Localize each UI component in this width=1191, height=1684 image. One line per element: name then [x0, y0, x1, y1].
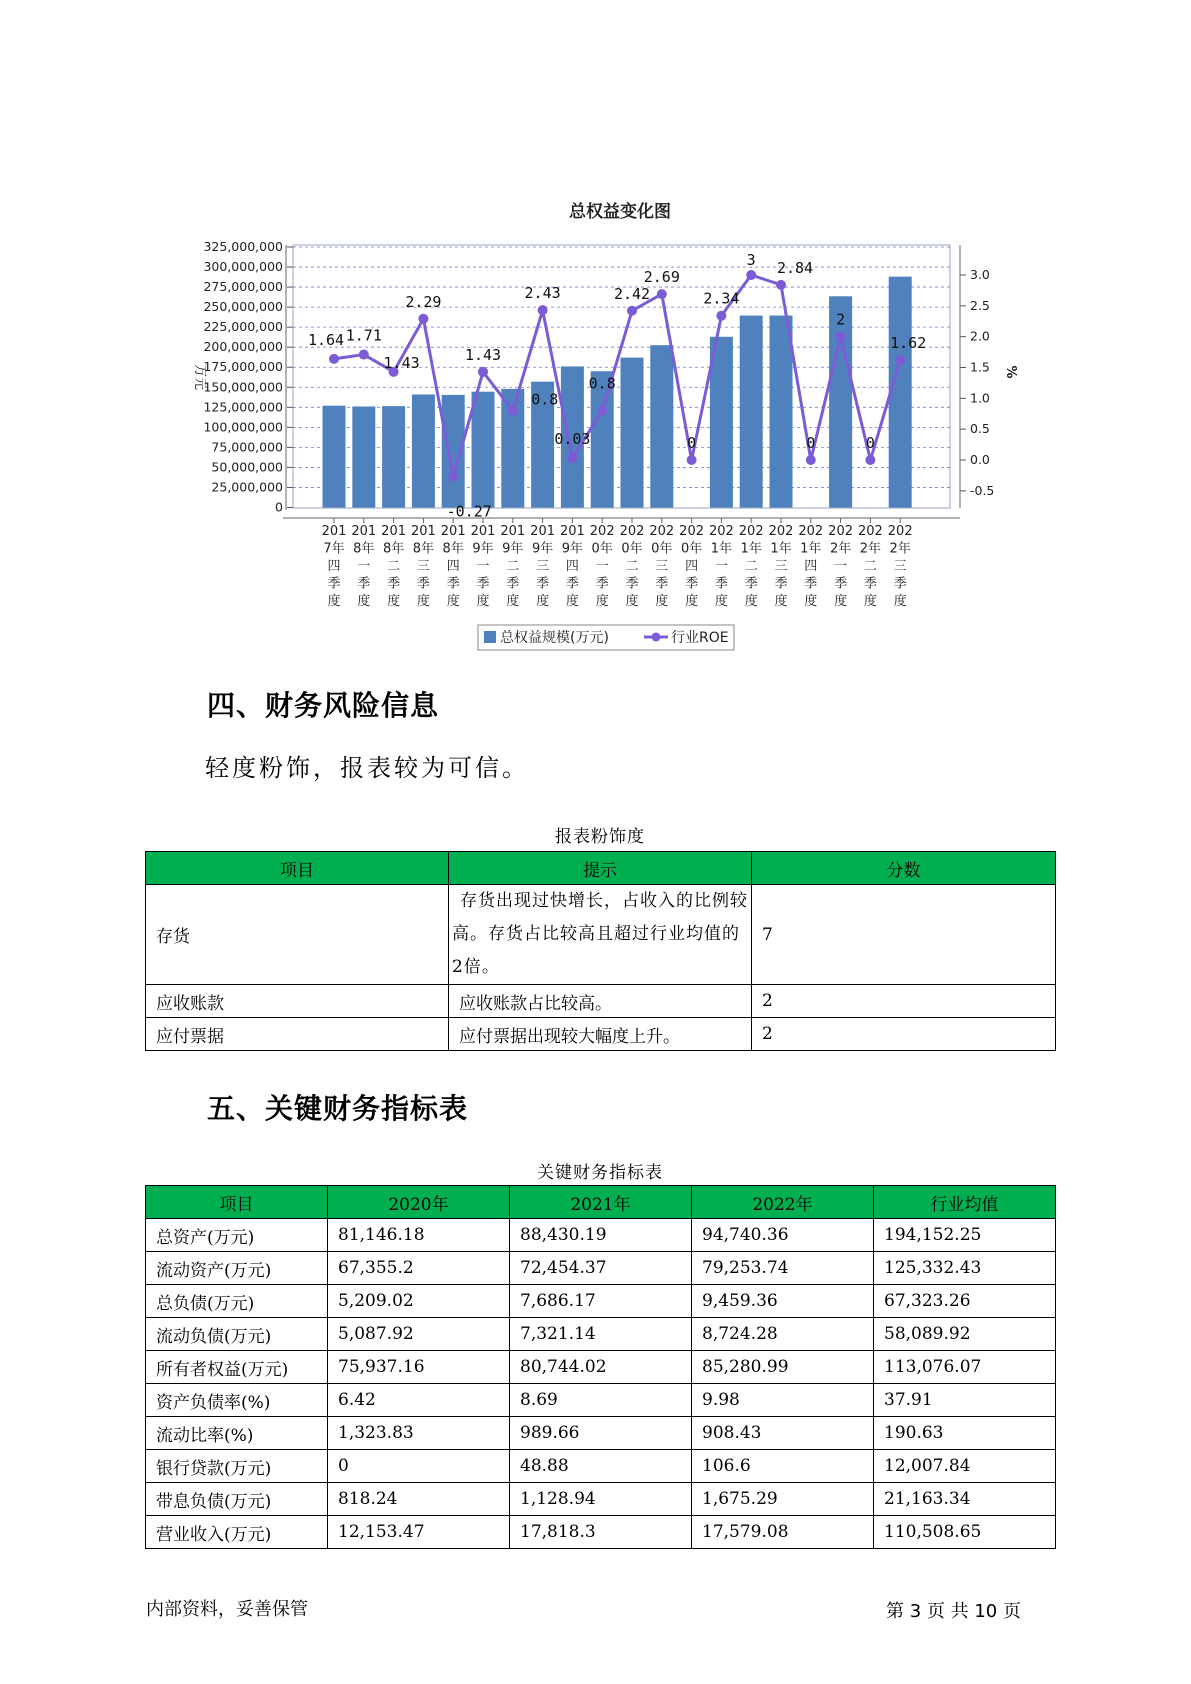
kpi-2021: 17,818.3 [510, 1516, 692, 1549]
roe-data-label: 2.34 [703, 289, 740, 308]
y-right-tick-label: 2.5 [970, 297, 990, 313]
kpi-2021: 989.66 [510, 1417, 692, 1450]
risk-hint: 应付票据出现较大幅度上升。 [449, 1018, 752, 1051]
x-tick-label: 9年 [531, 541, 554, 557]
y-right-axis-label: % [1003, 365, 1018, 379]
bar [382, 406, 405, 507]
x-tick-label: 季 [387, 576, 401, 592]
x-tick-label: 四 [685, 559, 699, 574]
y-left-tick-label: 0 [275, 499, 283, 515]
y-left-tick-label: 125,000,000 [203, 399, 283, 415]
kpi-2022: 908.43 [692, 1417, 874, 1450]
x-tick-label: 季 [685, 576, 699, 592]
x-tick-label: 度 [595, 594, 609, 609]
x-tick-label: 度 [506, 594, 520, 609]
legend-line-label: 行业ROE [671, 630, 729, 646]
bar [770, 316, 793, 508]
x-tick-label: 202 [768, 524, 794, 539]
x-tick-label: 201 [470, 524, 496, 539]
y-left-tick-label: 75,000,000 [211, 439, 283, 455]
x-tick-label: 201 [351, 524, 377, 539]
x-tick-label: 8年 [382, 541, 405, 557]
chart-title: 总权益变化图 [569, 202, 671, 222]
kpi-2020: 81,146.18 [328, 1219, 510, 1252]
x-tick-label: 季 [863, 576, 877, 592]
kpi-2022: 106.6 [692, 1450, 874, 1483]
x-tick-label: 二 [625, 559, 639, 574]
kpi-2022: 9,459.36 [692, 1285, 874, 1318]
header-industry-avg: 行业均值 [874, 1186, 1056, 1219]
x-tick-label: 1年 [740, 541, 762, 557]
table-row [146, 1483, 1056, 1516]
bar [650, 345, 673, 507]
roe-data-label: 1.43 [464, 345, 502, 364]
section5-heading: 五、关键财务指标表 [207, 1092, 469, 1125]
x-tick-label: 2年 [829, 541, 852, 557]
x-tick-label: 9年 [472, 541, 494, 557]
table-row [146, 1450, 1056, 1483]
x-tick-label: 一 [834, 559, 848, 574]
x-tick-label: 度 [744, 594, 758, 609]
kpi-2021: 80,744.02 [510, 1351, 692, 1384]
table-row [146, 1417, 1056, 1450]
x-tick-label: 三 [655, 559, 669, 574]
x-tick-label: 9年 [561, 541, 584, 557]
table-row [146, 1351, 1056, 1384]
x-tick-label: 201 [381, 524, 407, 539]
bar [323, 406, 346, 508]
roe-point [716, 311, 726, 321]
footer-confidential: 内部资料，妥善保管 [146, 1599, 308, 1620]
table-row [146, 1252, 1056, 1285]
x-tick-label: 202 [589, 524, 615, 539]
x-tick-label: 度 [536, 594, 550, 609]
x-tick-label: 201 [500, 524, 526, 539]
kpi-2022: 9.98 [692, 1384, 874, 1417]
table-row [146, 1318, 1056, 1351]
kpi-2020: 0 [328, 1450, 510, 1483]
table-row [146, 1384, 1056, 1417]
y-left-tick-label: 100,000,000 [203, 419, 283, 435]
x-tick-label: 202 [887, 524, 913, 539]
x-tick-label: 季 [476, 576, 490, 592]
x-tick-label: 201 [440, 524, 466, 539]
x-tick-label: 季 [327, 576, 341, 592]
bar [472, 392, 495, 508]
kpi-2020: 5,209.02 [328, 1285, 510, 1318]
table-row [146, 1285, 1056, 1318]
kpi-2020: 67,355.2 [328, 1252, 510, 1285]
risk-item: 存货 [146, 885, 449, 985]
x-tick-label: 季 [774, 576, 788, 592]
x-tick-label: 1年 [800, 541, 822, 557]
x-tick-label: 季 [744, 576, 758, 592]
x-tick-label: 季 [595, 576, 609, 592]
x-tick-label: 三 [774, 559, 788, 574]
table-row [146, 1516, 1056, 1549]
y-left-tick-label: 50,000,000 [211, 459, 283, 475]
kpi-item: 流动资产(万元) [146, 1252, 328, 1285]
kpi-industry-avg: 67,323.26 [874, 1285, 1056, 1318]
report-whitewash-table-caption: 报表粉饰度 [555, 827, 645, 847]
kpi-industry-avg: 110,508.65 [874, 1516, 1056, 1549]
y-left-tick-label: 250,000,000 [203, 299, 283, 315]
roe-data-label: 2.29 [405, 292, 442, 311]
roe-data-label: 2.43 [524, 284, 561, 303]
key-indicators-table [145, 1185, 1056, 1549]
kpi-2021: 7,686.17 [510, 1285, 692, 1318]
equity-change-chart [0, 0, 1191, 660]
x-tick-label: 季 [416, 576, 430, 592]
x-tick-label: 三 [893, 559, 907, 574]
y-right-tick-label: 0.0 [970, 452, 990, 467]
roe-data-label: 2.69 [643, 268, 680, 287]
x-tick-label: 季 [565, 576, 579, 592]
y-right-tick-label: 1.0 [970, 390, 990, 406]
kpi-2020: 75,937.16 [328, 1351, 510, 1384]
kpi-2021: 72,454.37 [510, 1252, 692, 1285]
legend-bar-swatch [484, 631, 496, 643]
risk-score: 2 [752, 985, 1056, 1018]
x-tick-label: 度 [357, 594, 371, 609]
kpi-2022: 17,579.08 [692, 1516, 874, 1549]
x-tick-label: 7年 [323, 541, 345, 557]
roe-point [478, 367, 488, 377]
y-left-tick-label: 175,000,000 [203, 359, 283, 375]
x-tick-label: 一 [476, 559, 490, 574]
kpi-industry-avg: 12,007.84 [874, 1450, 1056, 1483]
risk-score: 2 [752, 1018, 1056, 1051]
x-tick-label: 度 [834, 594, 848, 609]
table-header-row [146, 1186, 1056, 1219]
kpi-item: 资产负债率(%) [146, 1384, 328, 1417]
key-indicators-table-caption: 关键财务指标表 [537, 1163, 663, 1183]
roe-point [895, 355, 905, 365]
bar [710, 337, 733, 508]
roe-data-label: 1.71 [345, 326, 382, 345]
roe-point [538, 305, 548, 315]
kpi-item: 总资产(万元) [146, 1219, 328, 1252]
x-tick-label: 202 [738, 524, 764, 539]
x-tick-label: 202 [679, 524, 705, 539]
kpi-item: 所有者权益(万元) [146, 1351, 328, 1384]
x-tick-label: 度 [714, 594, 728, 609]
kpi-2020: 6.42 [328, 1384, 510, 1417]
table-row [146, 1219, 1056, 1252]
roe-point [627, 306, 637, 316]
legend-bar-label: 总权益规模(万元) [500, 630, 609, 646]
x-tick-label: 度 [416, 594, 430, 609]
x-tick-label: 季 [625, 576, 639, 592]
x-tick-label: 一 [714, 559, 728, 574]
table-row [146, 985, 1056, 1018]
roe-data-label: -0.27 [446, 502, 492, 521]
x-tick-label: 一 [595, 559, 609, 574]
x-tick-label: 202 [857, 524, 883, 539]
x-tick-label: 1年 [770, 541, 792, 557]
table-row [146, 1018, 1056, 1051]
header-hint: 提示 [449, 852, 752, 885]
kpi-2021: 1,128.94 [510, 1483, 692, 1516]
header-item: 项目 [146, 852, 449, 885]
legend-line-marker [652, 633, 661, 642]
roe-data-label: 2.42 [613, 284, 651, 303]
x-tick-label: 2年 [859, 541, 882, 557]
roe-data-label: 0.8 [531, 390, 559, 409]
kpi-2021: 88,430.19 [510, 1219, 692, 1252]
roe-point [806, 455, 816, 465]
x-tick-label: 季 [834, 576, 848, 592]
kpi-industry-avg: 58,089.92 [874, 1318, 1056, 1351]
x-tick-label: 201 [321, 524, 347, 539]
x-tick-label: 二 [387, 559, 401, 574]
roe-data-label: 0 [865, 434, 875, 452]
kpi-item: 营业收入(万元) [146, 1516, 328, 1549]
roe-point [448, 472, 458, 482]
kpi-2022: 8,724.28 [692, 1318, 874, 1351]
roe-point [359, 350, 369, 360]
x-tick-label: 8年 [442, 541, 464, 557]
kpi-industry-avg: 190.63 [874, 1417, 1056, 1450]
x-tick-label: 度 [446, 594, 460, 609]
kpi-2021: 48.88 [510, 1450, 692, 1483]
section4-summary: 轻度粉饰，报表较为可信。 [205, 754, 529, 782]
x-tick-label: 二 [744, 559, 758, 574]
x-tick-label: 度 [387, 594, 401, 609]
kpi-industry-avg: 125,332.43 [874, 1252, 1056, 1285]
roe-point [418, 314, 428, 324]
x-tick-label: 二 [863, 559, 877, 574]
x-tick-label: 202 [798, 524, 824, 539]
y-left-tick-label: 150,000,000 [203, 379, 283, 395]
x-tick-label: 四 [327, 559, 341, 574]
bar [352, 407, 375, 508]
x-tick-label: 一 [357, 559, 371, 574]
kpi-2022: 85,280.99 [692, 1351, 874, 1384]
risk-hint: 应收账款占比较高。 [449, 985, 752, 1018]
roe-data-label: 1.62 [890, 334, 927, 353]
x-tick-label: 度 [863, 594, 877, 609]
x-tick-label: 季 [446, 576, 460, 592]
table-header-row [146, 852, 1056, 885]
x-tick-label: 季 [357, 576, 371, 592]
roe-point [657, 289, 667, 299]
risk-hint: 存货出现过快增长，占收入的比例较高。存货占比较高且超过行业均值的2倍。 [449, 885, 752, 985]
x-tick-label: 季 [506, 576, 520, 592]
kpi-item: 银行贷款(万元) [146, 1450, 328, 1483]
x-tick-label: 201 [530, 524, 556, 539]
x-tick-label: 度 [774, 594, 788, 609]
roe-point [865, 455, 875, 465]
kpi-2020: 5,087.92 [328, 1318, 510, 1351]
roe-data-label: 0 [806, 434, 816, 452]
y-right-tick-label: 0.5 [970, 421, 990, 437]
kpi-industry-avg: 37.91 [874, 1384, 1056, 1417]
y-right-tick-label: 1.5 [970, 359, 990, 375]
bar [412, 394, 435, 507]
x-tick-label: 9年 [502, 541, 524, 557]
x-tick-label: 季 [655, 576, 669, 592]
y-left-tick-label: 300,000,000 [203, 259, 283, 275]
kpi-2022: 79,253.74 [692, 1252, 874, 1285]
x-tick-label: 度 [685, 594, 699, 609]
kpi-2020: 1,323.83 [328, 1417, 510, 1450]
kpi-2022: 94,740.36 [692, 1219, 874, 1252]
x-tick-label: 0年 [591, 541, 613, 557]
header-2021: 2021年 [510, 1186, 692, 1219]
roe-point [746, 270, 756, 280]
x-tick-label: 0年 [680, 541, 703, 557]
x-tick-label: 202 [828, 524, 854, 539]
x-tick-label: 度 [327, 594, 341, 609]
bar [621, 358, 644, 508]
risk-item: 应付票据 [146, 1018, 449, 1051]
y-left-tick-label: 200,000,000 [203, 339, 283, 355]
x-tick-label: 季 [893, 576, 907, 592]
x-tick-label: 度 [476, 594, 490, 609]
x-tick-label: 8年 [353, 541, 375, 557]
y-left-axis-label: 万元 [192, 363, 207, 391]
x-tick-label: 季 [714, 576, 728, 592]
x-tick-label: 0年 [621, 541, 643, 557]
roe-point [567, 453, 577, 463]
header-2020: 2020年 [328, 1186, 510, 1219]
x-tick-label: 二 [506, 559, 520, 574]
kpi-2020: 12,153.47 [328, 1516, 510, 1549]
x-tick-label: 三 [536, 559, 550, 574]
header-item: 项目 [146, 1186, 328, 1219]
roe-data-label: 1.64 [307, 330, 345, 349]
kpi-industry-avg: 194,152.25 [874, 1219, 1056, 1252]
kpi-item: 带息负债(万元) [146, 1483, 328, 1516]
kpi-industry-avg: 21,163.34 [874, 1483, 1056, 1516]
x-tick-label: 202 [649, 524, 675, 539]
header-2022: 2022年 [692, 1186, 874, 1219]
y-left-tick-label: 25,000,000 [211, 479, 283, 495]
kpi-item: 总负债(万元) [146, 1285, 328, 1318]
risk-score: 7 [752, 885, 1056, 985]
roe-data-label: 2 [836, 310, 846, 329]
table-row [146, 885, 1056, 985]
report-whitewash-table [145, 851, 1056, 1051]
roe-point [597, 406, 607, 416]
bar [740, 316, 763, 508]
y-right-tick-label: -0.5 [970, 482, 995, 498]
roe-point [687, 455, 697, 465]
roe-data-label: 0 [687, 434, 697, 452]
x-tick-label: 202 [619, 524, 645, 539]
x-tick-label: 四 [804, 559, 818, 574]
x-tick-label: 8年 [412, 541, 435, 557]
roe-point [508, 406, 518, 416]
y-left-tick-label: 225,000,000 [203, 319, 283, 335]
x-tick-label: 1年 [710, 541, 733, 557]
kpi-2020: 818.24 [328, 1483, 510, 1516]
x-tick-label: 三 [416, 559, 430, 574]
roe-data-label: 0.8 [588, 374, 616, 393]
section4-heading: 四、财务风险信息 [207, 689, 440, 722]
x-tick-label: 201 [559, 524, 585, 539]
kpi-2021: 8.69 [510, 1384, 692, 1417]
roe-point [776, 280, 786, 290]
x-tick-label: 季 [804, 576, 818, 592]
x-tick-label: 季 [536, 576, 550, 592]
x-tick-label: 0年 [651, 541, 673, 557]
x-tick-label: 201 [410, 524, 436, 539]
kpi-2022: 1,675.29 [692, 1483, 874, 1516]
roe-data-label: 1.43 [383, 353, 420, 372]
roe-data-label: 0.03 [554, 430, 591, 449]
header-score: 分数 [752, 852, 1056, 885]
y-right-tick-label: 3.0 [970, 267, 990, 282]
x-tick-label: 四 [446, 559, 460, 574]
x-tick-label: 度 [804, 594, 818, 609]
x-tick-label: 四 [565, 559, 579, 574]
x-tick-label: 度 [625, 594, 639, 609]
roe-point [836, 332, 846, 342]
kpi-item: 流动比率(%) [146, 1417, 328, 1450]
y-left-tick-label: 275,000,000 [203, 279, 283, 295]
kpi-industry-avg: 113,076.07 [874, 1351, 1056, 1384]
x-tick-label: 202 [708, 524, 734, 539]
x-tick-label: 度 [655, 594, 669, 609]
x-tick-label: 度 [893, 594, 907, 609]
y-left-tick-label: 325,000,000 [203, 239, 283, 254]
kpi-2021: 7,321.14 [510, 1318, 692, 1351]
x-tick-label: 2年 [889, 541, 911, 557]
kpi-item: 流动负债(万元) [146, 1318, 328, 1351]
x-tick-label: 度 [565, 594, 579, 609]
roe-data-label: 2.84 [776, 258, 814, 277]
roe-data-label: 3 [746, 251, 756, 269]
roe-point [329, 354, 339, 364]
page-number: 第 3 页 共 10 页 [886, 1601, 1021, 1622]
y-right-tick-label: 2.0 [970, 328, 990, 344]
risk-item: 应收账款 [146, 985, 449, 1018]
